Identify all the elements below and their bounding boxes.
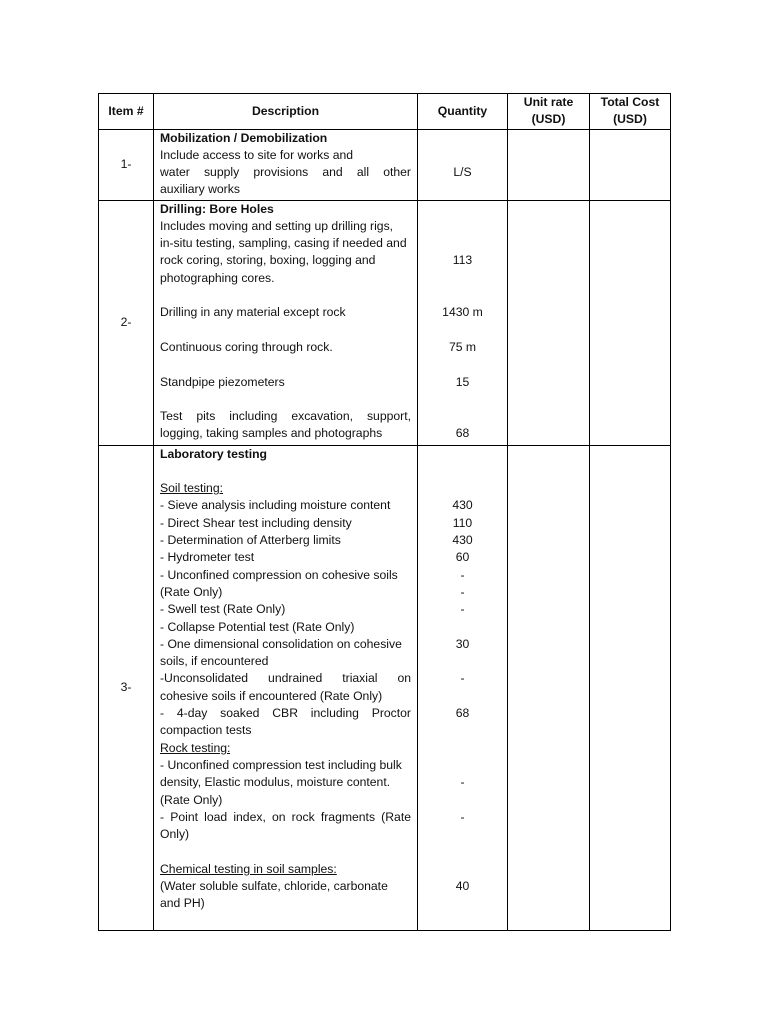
- header-description: Description: [154, 94, 418, 130]
- quantity-value: 30: [455, 636, 470, 651]
- description-line: cohesive soils if encountered (Rate Only): [160, 688, 383, 703]
- item-number: 1-: [99, 129, 154, 200]
- quantity-value: 113: [452, 253, 473, 268]
- total-cost-cell[interactable]: [590, 445, 671, 930]
- blank-line: [418, 826, 507, 843]
- description-line: photographing cores.: [160, 270, 275, 285]
- blank-line: [418, 218, 507, 235]
- blank-line: [418, 201, 507, 218]
- blank-line: [418, 463, 507, 480]
- table-row: [99, 445, 671, 930]
- description-line: (Rate Only): [160, 584, 223, 599]
- blank-line: [160, 463, 411, 480]
- description-line: - 4-day soaked CBR including Proctor: [160, 706, 411, 721]
- description-line: (Water soluble sulfate, chloride, carbonate: [160, 879, 388, 894]
- blank-line: [418, 181, 507, 198]
- description-line: Drilling in any material except rock: [160, 305, 346, 320]
- bill-of-quantities-table: [98, 93, 671, 931]
- unit-rate-cell[interactable]: [508, 200, 590, 445]
- description-line: Chemical testing in soil samples:: [160, 861, 337, 876]
- blank-line: [160, 287, 411, 304]
- description-line: - Determination of Atterberg limits: [160, 533, 341, 548]
- description-line: Only): [160, 827, 190, 842]
- table-row: [99, 129, 671, 200]
- quantity-value: 40: [455, 879, 470, 894]
- blank-line: [418, 408, 507, 425]
- quantity-value: 68: [455, 426, 470, 441]
- blank-line: [418, 653, 507, 670]
- blank-line: [418, 792, 507, 809]
- description-line: logging, taking samples and photographs: [160, 426, 383, 441]
- description-line: Includes moving and setting up drilling rigs,: [160, 218, 394, 233]
- quantity-value: 430: [452, 533, 473, 548]
- quantity-value: L/S: [453, 165, 472, 180]
- header-quantity: Quantity: [418, 94, 508, 130]
- description-line: - One dimensional consolidation on cohesive: [160, 636, 402, 651]
- blank-line: [418, 322, 507, 339]
- blank-line: [418, 757, 507, 774]
- blank-line: [418, 270, 507, 287]
- blank-line: [418, 147, 507, 164]
- description-line: compaction tests: [160, 723, 252, 738]
- quantity-value: 430: [452, 498, 473, 513]
- description-line: (Rate Only): [160, 792, 223, 807]
- description-cell: [154, 445, 418, 930]
- header-item: Item #: [99, 94, 154, 130]
- description-line: - Swell test (Rate Only): [160, 602, 286, 617]
- quantity-cell: [418, 129, 508, 200]
- blank-line: [418, 480, 507, 497]
- description-line: - Direct Shear test including density: [160, 515, 352, 530]
- description-line: density, Elastic modulus, moisture content.: [160, 775, 391, 790]
- description-line: soils, if encountered: [160, 654, 269, 669]
- quantity-value: -: [460, 775, 465, 790]
- header-row: [99, 94, 671, 130]
- quantity-value: -: [460, 602, 465, 617]
- header-total-cost-line2: (USD): [613, 112, 647, 127]
- description-line: Laboratory testing: [160, 446, 267, 461]
- quantity-value: -: [460, 809, 465, 824]
- blank-line: [418, 688, 507, 705]
- description-line: Drilling: Bore Holes: [160, 201, 274, 216]
- description-line: - Point load index, on rock fragments (Rate: [160, 809, 411, 824]
- description-line: Rock testing:: [160, 740, 231, 755]
- blank-line: [418, 722, 507, 739]
- blank-line: [160, 843, 411, 860]
- description-line: and PH): [160, 896, 205, 911]
- description-line: water supply provisions and all other: [160, 165, 411, 180]
- item-number: 2-: [99, 200, 154, 445]
- blank-line: [418, 391, 507, 408]
- description-line: - Unconfined compression on cohesive soils: [160, 567, 398, 582]
- total-cost-cell[interactable]: [590, 129, 671, 200]
- blank-line: [418, 861, 507, 878]
- quantity-cell: [418, 445, 508, 930]
- header-unit-rate: [508, 94, 590, 130]
- description-line: - Collapse Potential test (Rate Only): [160, 619, 355, 634]
- description-line: Continuous coring through rock.: [160, 339, 333, 354]
- blank-line: [418, 740, 507, 757]
- description-line: in-situ testing, sampling, casing if needed and: [160, 236, 407, 251]
- header-unit-rate-line2: (USD): [531, 112, 566, 127]
- quantity-value: -: [460, 567, 465, 582]
- header-unit-rate-line1: Unit rate: [523, 95, 574, 109]
- quantity-value: 1430 m: [442, 305, 483, 320]
- quantity-value: 15: [455, 374, 470, 389]
- description-line: Soil testing:: [160, 481, 224, 496]
- description-line: auxiliary works: [160, 182, 240, 197]
- description-line: rock coring, storing, boxing, logging and: [160, 253, 376, 268]
- description-line: Mobilization / Demobilization: [160, 130, 328, 145]
- blank-line: [160, 391, 411, 408]
- unit-rate-cell[interactable]: [508, 129, 590, 200]
- description-line: - Sieve analysis including moisture content: [160, 498, 391, 513]
- description-cell: [154, 129, 418, 200]
- item-number: 3-: [99, 445, 154, 930]
- total-cost-cell[interactable]: [590, 200, 671, 445]
- quantity-value: 110: [452, 515, 473, 530]
- blank-line: [418, 235, 507, 252]
- table-row: [99, 200, 671, 445]
- unit-rate-cell[interactable]: [508, 445, 590, 930]
- quantity-value: -: [460, 671, 465, 686]
- description-line: Include access to site for works and: [160, 147, 354, 162]
- quantity-value: 75 m: [448, 339, 477, 354]
- blank-line: [418, 130, 507, 147]
- blank-line: [418, 895, 507, 912]
- header-total-cost-line1: Total Cost: [600, 95, 660, 109]
- description-line: -Unconsolidated undrained triaxial on: [160, 671, 411, 686]
- quantity-value: 68: [455, 706, 470, 721]
- table-body: [99, 129, 671, 930]
- description-line: - Hydrometer test: [160, 550, 255, 565]
- quantity-value: 60: [455, 550, 470, 565]
- quantity-cell: [418, 200, 508, 445]
- description-line: - Unconfined compression test including bulk: [160, 757, 402, 772]
- description-line: Test pits including excavation, support,: [160, 409, 411, 424]
- blank-line: [418, 619, 507, 636]
- description-line: Standpipe piezometers: [160, 374, 285, 389]
- description-cell: [154, 200, 418, 445]
- blank-line: [418, 356, 507, 373]
- blank-line: [418, 446, 507, 463]
- blank-line: [418, 287, 507, 304]
- quantity-value: -: [460, 584, 465, 599]
- blank-line: [160, 322, 411, 339]
- header-total-cost: [590, 94, 671, 130]
- blank-line: [160, 356, 411, 373]
- blank-line: [418, 843, 507, 860]
